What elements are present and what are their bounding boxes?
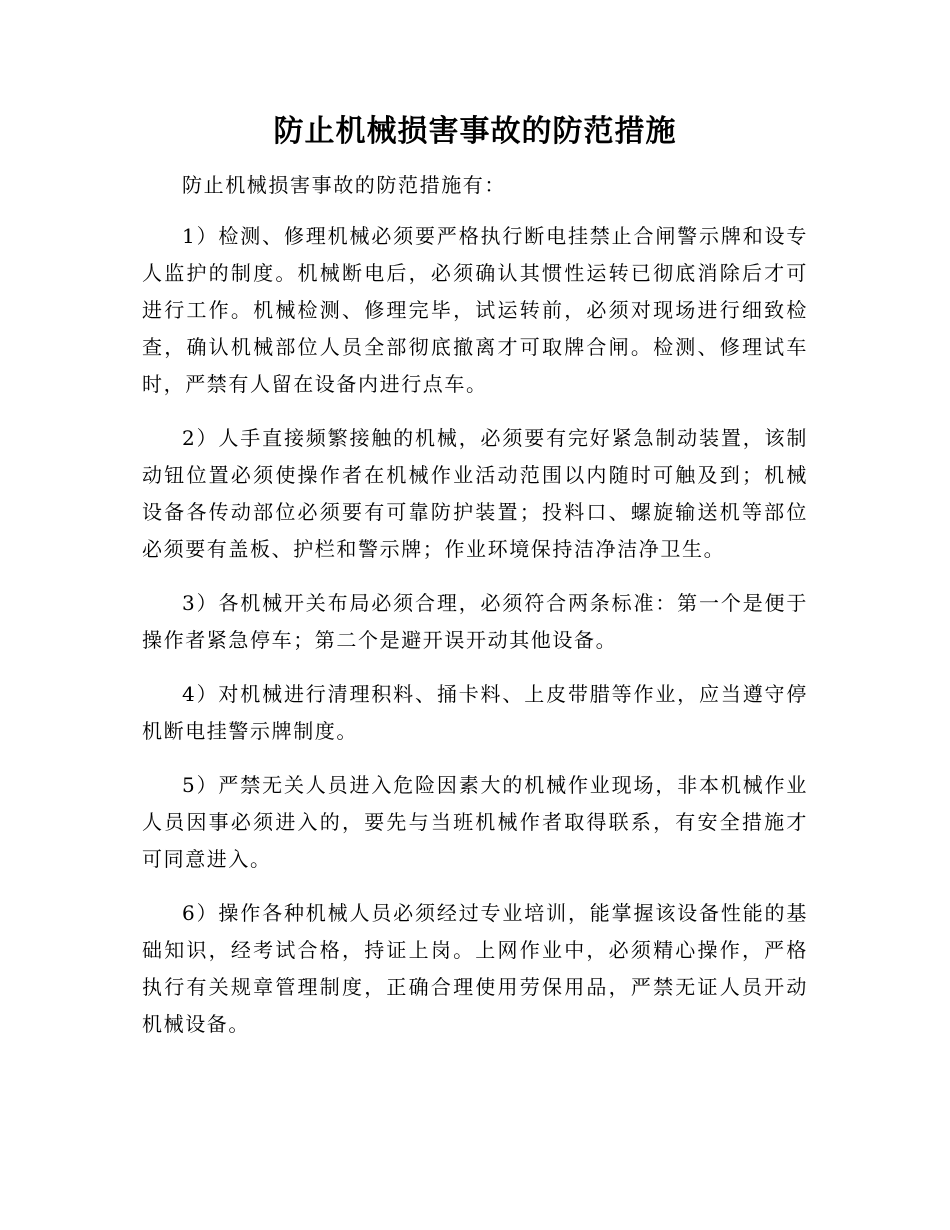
paragraph-4: 4）对机械进行清理积料、捅卡料、上皮带腊等作业，应当遵守停机断电挂警示牌制度。	[142, 682, 808, 743]
document-body	[142, 167, 808, 1060]
paragraph-6: 6）操作各种机械人员必须经过专业培训，能掌握该设备性能的基础知识，经考试合格，持证上岗。上网作业中，必须精心操作，严格执行有关规章管理制度，正确合理使用劳保用品，严禁无证人员开动机械设备。	[142, 901, 808, 1036]
paragraph-1: 1）检测、修理机械必须要严格执行断电挂禁止合闸警示牌和设专人监护的制度。机械断电后，必须确认其惯性运转已彻底消除后才可进行工作。机械检测、修理完毕，试运转前，必须对现场进行细致检查，确认机械部位人员全部彻底撤离才可取牌合闸。检测、修理试车时，严禁有人留在设备内进行点车。	[142, 224, 808, 396]
intro-paragraph: 防止机械损害事故的防范措施有：	[182, 173, 506, 197]
paragraph-5: 5）严禁无关人员进入危险因素大的机械作业现场，非本机械作业人员因事必须进入的，要先与当班机械作者取得联系，有安全措施才可同意进入。	[142, 773, 808, 871]
paragraph-3: 3）各机械开关布局必须合理，必须符合两条标准：第一个是便于操作者紧急停车；第二个是避开误开动其他设备。	[142, 591, 808, 652]
paragraph-2: 2）人手直接频繁接触的机械，必须要有完好紧急制动装置，该制动钮位置必须使操作者在机械作业活动范围以内随时可触及到；机械设备各传动部位必须要有可靠防护装置；投料口、螺旋输送机等部位必须要有盖板、护栏和警示牌；作业环境保持洁净洁净卫生。	[142, 426, 808, 561]
document-title: 防止机械损害事故的防范措施	[273, 114, 677, 149]
